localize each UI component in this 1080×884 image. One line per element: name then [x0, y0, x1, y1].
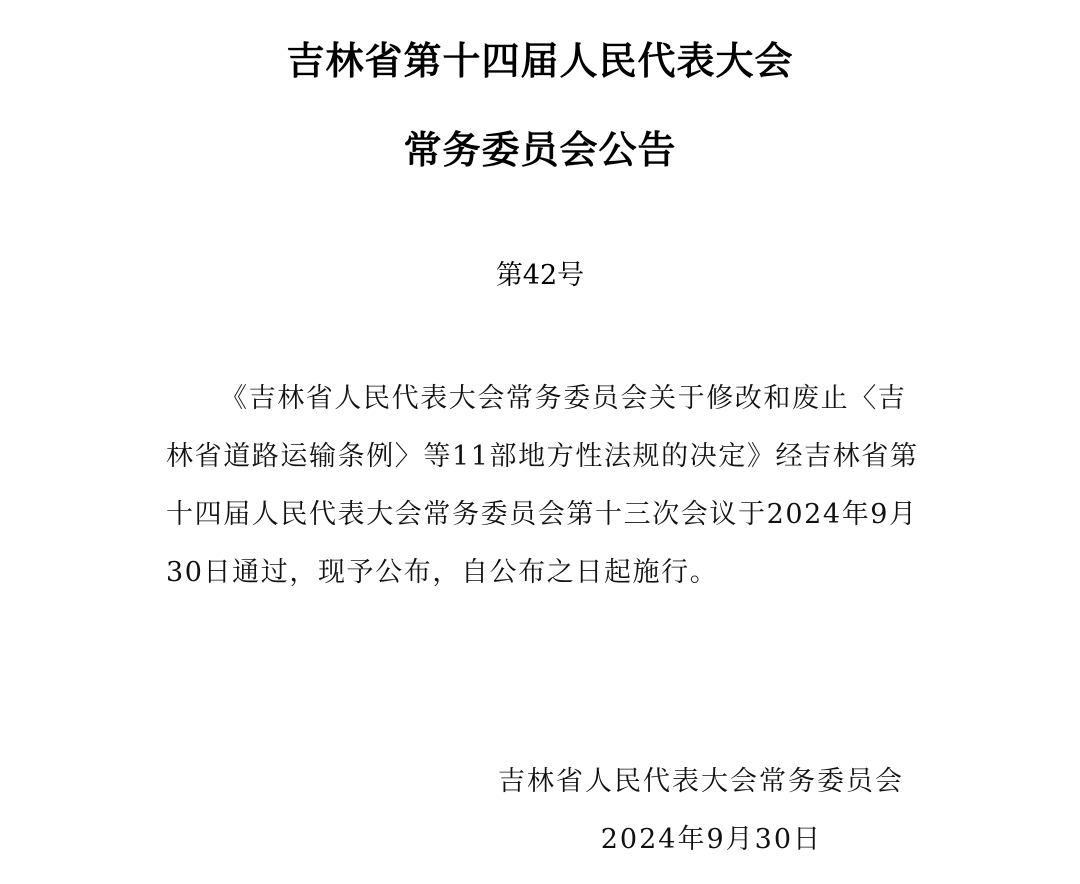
issuing-authority: 吉林省人民代表大会常务委员会: [498, 766, 904, 797]
announcement-title-line-1: 吉林省第十四届人民代表大会: [286, 38, 794, 83]
announcement-date: 2024年9月30日: [600, 824, 822, 855]
announcement-title-line-2: 常务委员会公告: [403, 127, 677, 172]
announcement-body: 《吉林省人民代表大会常务委员会关于修改和废止〈吉林省道路运输条例〉等11部地方性法规的决定》经吉林省第十四届人民代表大会常务委员会第十三次会议于2024年9月30日通过，现予公布，自公布之日起施行。: [166, 383, 919, 588]
announcement-number: 第42号: [495, 260, 585, 291]
